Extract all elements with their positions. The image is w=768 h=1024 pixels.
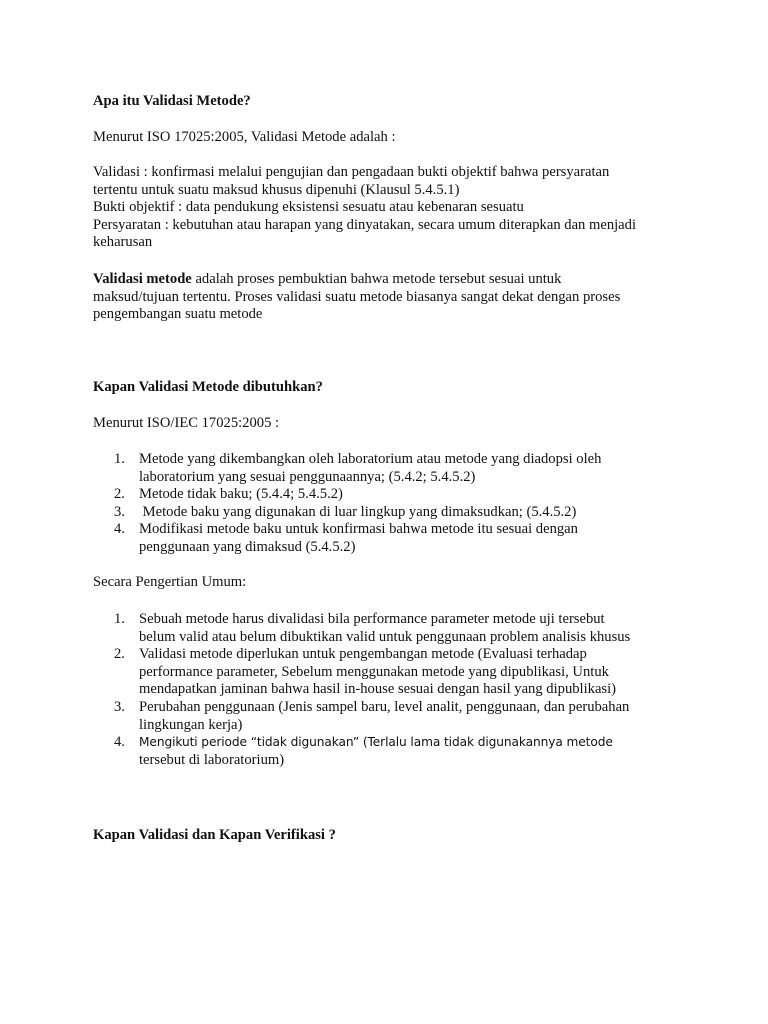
list-item-line: Perubahan penggunaan (Jenis sampel baru, level analit, penggunaan, dan perubahan	[139, 698, 630, 715]
definition-line: Bukti objektif : data pendukung eksistensi sesuatu atau kebenaran sesuatu	[93, 199, 524, 216]
list-item-number: 2.	[114, 646, 125, 663]
general-criteria-list	[93, 611, 693, 769]
list-item	[93, 504, 693, 522]
list-item-number: 2.	[114, 486, 125, 503]
list-item-line: Sebuah metode harus divalidasi bila performance parameter metode uji tersebut	[139, 611, 605, 627]
list-item-number: 4.	[114, 521, 125, 538]
list-item	[93, 521, 693, 556]
validasi-metode-line-rest: adalah proses pembuktian bahwa metode tersebut sesuai untuk	[191, 271, 562, 287]
list-item-number: 3.	[114, 503, 125, 520]
list-item-line: tersebut di laboratorium)	[139, 751, 285, 768]
general-intro-text: Secara Pengertian Umum:	[93, 574, 247, 590]
list-item	[93, 734, 693, 769]
list-item-number: 4.	[114, 734, 125, 751]
definitions-paragraph	[93, 164, 693, 252]
list-item	[93, 646, 693, 699]
iso-iec-intro-text: Menurut ISO/IEC 17025:2005 :	[93, 415, 280, 431]
list-item-line: belum valid atau belum dibuktikan valid untuk penggunaan problem analisis khusus	[139, 628, 631, 645]
definition-line: Persyaratan : kebutuhan atau harapan yang dinyatakan, secara umum diterapkan dan menjadi	[93, 216, 636, 233]
list-item-line: lingkungan kerja)	[139, 716, 243, 733]
list-item-number: 1.	[114, 451, 125, 467]
list-item	[93, 699, 693, 734]
iso-intro-text: Menurut ISO 17025:2005, Validasi Metode adalah :	[93, 129, 396, 145]
general-intro-paragraph	[93, 574, 693, 592]
list-item	[93, 611, 693, 646]
section-kapan-verifikasi	[93, 827, 693, 845]
definition-line: keharusan	[93, 234, 153, 251]
list-item-line: Metode baku yang digunakan di luar lingkup yang dimaksudkan; (5.4.5.2)	[139, 503, 577, 520]
section-kapan-validasi	[93, 379, 693, 397]
list-item	[93, 486, 693, 504]
list-item	[93, 451, 693, 486]
validasi-metode-line: maksud/tujuan tertentu. Proses validasi suatu metode biasanya sangat dekat dengan proses	[93, 288, 621, 305]
heading-kapan-validasi-metode: Kapan Validasi Metode dibutuhkan?	[93, 379, 323, 395]
validasi-metode-line	[93, 271, 693, 289]
iso-iec-intro-paragraph	[93, 415, 693, 433]
list-item-line: laboratorium yang sesuai penggunaannya; (5.4.2; 5.4.5.2)	[139, 468, 476, 485]
definition-line: tertentu untuk suatu maksud khusus dipenuhi (Klausul 5.4.5.1)	[93, 181, 460, 198]
validasi-metode-paragraph	[93, 271, 693, 324]
iso-intro-paragraph	[93, 129, 693, 147]
list-item-line: performance parameter, Sebelum menggunakan metode yang dipublikasi, Untuk	[139, 663, 609, 680]
list-item-line: Metode yang dikembangkan oleh laboratorium atau metode yang diadopsi oleh	[139, 451, 602, 467]
validasi-metode-line: pengembangan suatu metode	[93, 306, 263, 323]
list-item-line: Mengikuti periode “tidak digunakan” (Terlalu lama tidak digunakannya metode	[139, 735, 613, 750]
list-item-line: Metode tidak baku; (5.4.4; 5.4.5.2)	[139, 486, 343, 503]
iso-iec-criteria-list	[93, 451, 693, 557]
heading-kapan-validasi-dan-verifikasi: Kapan Validasi dan Kapan Verifikasi ?	[93, 827, 336, 843]
heading-apa-itu-validasi-metode: Apa itu Validasi Metode?	[93, 93, 251, 109]
list-item-line: Validasi metode diperlukan untuk pengembangan metode (Evaluasi terhadap	[139, 646, 587, 663]
definition-line: Validasi : konfirmasi melalui pengujian dan pengadaan bukti objektif bahwa persyaratan	[93, 164, 610, 180]
list-item-number: 1.	[114, 611, 125, 627]
validasi-metode-term: Validasi metode	[93, 271, 192, 287]
list-item-line: mendapatkan jaminan bahwa hasil in-house sesuai dengan hasil yang dipublikasi)	[139, 681, 617, 698]
list-item-number: 3.	[114, 698, 125, 715]
list-item-line: Modifikasi metode baku untuk konfirmasi bahwa metode itu sesuai dengan	[139, 521, 578, 538]
list-item-line: penggunaan yang dimaksud (5.4.5.2)	[139, 538, 356, 555]
section-apa-itu	[93, 93, 693, 111]
